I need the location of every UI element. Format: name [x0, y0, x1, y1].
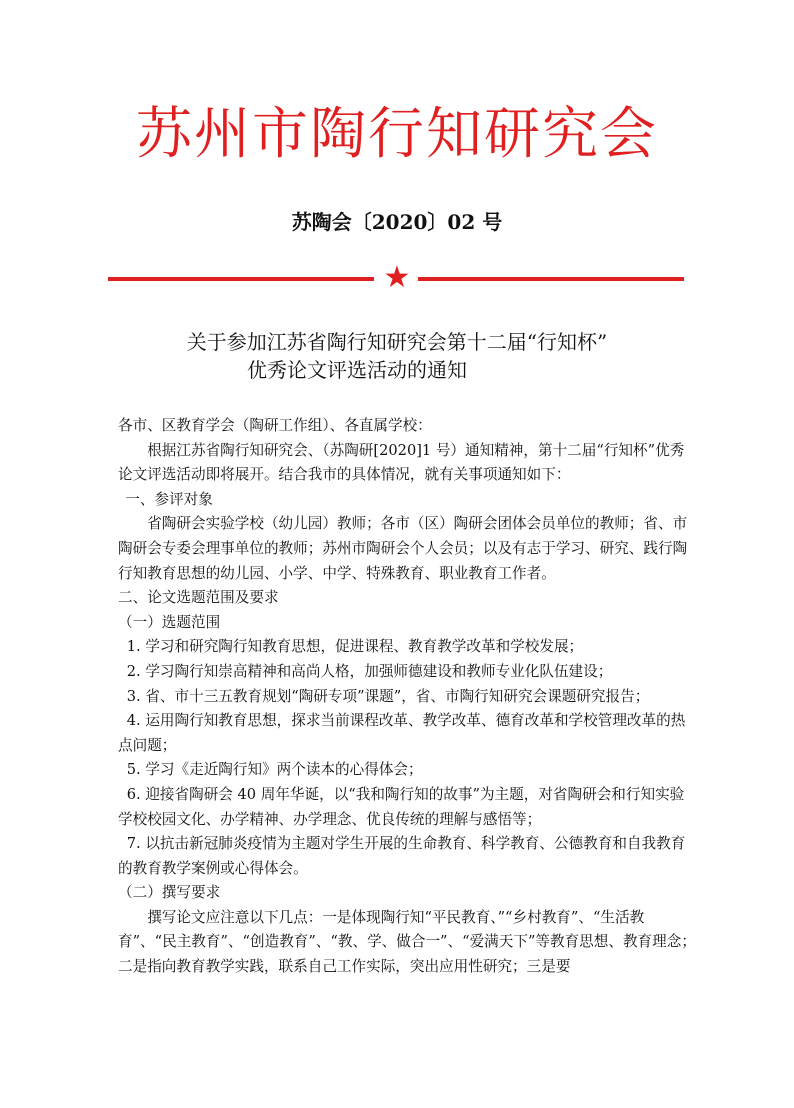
- sub1-heading: （一）选题范围: [118, 613, 221, 631]
- sub2-paragraph: 撰写论文应注意以下几点：一是体现陶行知“平民教育、”“乡村教育”、“生活教育”、“民主教育”、“创造教育”、“教、学、做合一”、“爱满天下”等教育思想、教育理念；二是指向教育教学实践，联系自己工作实际，突出应用性研究；三是要: [118, 908, 696, 976]
- list-item: 7. 以抗击新冠肺炎疫情为主题对学生开展的生命教育、科学教育、公德教育和自我教育的教育教学案例或心得体会。: [118, 835, 686, 877]
- list-item: 5. 学习《走近陶行知》两个读本的心得体会；: [126, 761, 423, 779]
- section1-heading: 一、参评对象: [125, 490, 213, 508]
- notice-body: [118, 414, 698, 980]
- section2-heading: 二、论文选题范围及要求: [118, 589, 279, 607]
- intro-paragraph: 根据江苏省陶行知研究会、（苏陶研[2020]1 号）通知精神，第十二届“行知杯”优秀论文评选活动即将展开。结合我市的具体情况，就有关事项通知如下：: [118, 441, 685, 484]
- list-item: 1. 学习和研究陶行知教育思想，促进课程、教育教学改革和学校发展；: [126, 638, 584, 656]
- list-item: 2. 学习陶行知崇高精神和高尚人格，加强师德建设和教师专业化队伍建设；: [126, 662, 613, 680]
- section1-paragraph: 省陶研会实验学校（幼儿园）教师；各市（区）陶研会团体会员单位的教师；省、市陶研会专委会理事单位的教师；苏州市陶研会个人会员；以及有志于学习、研究、践行陶行知教育思想的幼儿园、小学、中学、特殊教育、职业教育工作者。: [118, 515, 688, 582]
- star-icon: ★: [383, 260, 411, 295]
- list-item: 4. 运用陶行知教育思想，探求当前课程改革、教学改革、德育改革和学校管理改革的热点问题；: [118, 712, 686, 754]
- divider-line-right: [418, 277, 684, 281]
- doc-number: 苏陶会〔2020〕02 号: [291, 210, 503, 234]
- list-item: 3. 省、市十三五教育规划“陶研专项”课题”，省、市陶行知研究会课题研究报告；: [126, 687, 650, 705]
- notice-title: [0, 328, 794, 384]
- notice-title-line1: 关于参加江苏省陶行知研究会第十二届“行知杯”: [186, 330, 608, 354]
- sub2-heading: （二）撰写要求: [118, 884, 221, 902]
- notice-title-line2: 优秀论文评选活动的通知: [247, 358, 467, 382]
- divider-line-left: [108, 277, 374, 281]
- red-divider: [108, 260, 684, 295]
- list-item: 6. 迎接省陶研会 40 周年华诞，以“我和陶行知的故事”为主题，对省陶研会和行知实验学校校园文化、办学精神、办学理念、优良传统的理解与感悟等；: [118, 785, 685, 828]
- org-title: 苏州市陶行知研究会: [136, 102, 658, 167]
- salutation: 各市、区教育学会（陶研工作组）、各直属学校：: [118, 417, 432, 434]
